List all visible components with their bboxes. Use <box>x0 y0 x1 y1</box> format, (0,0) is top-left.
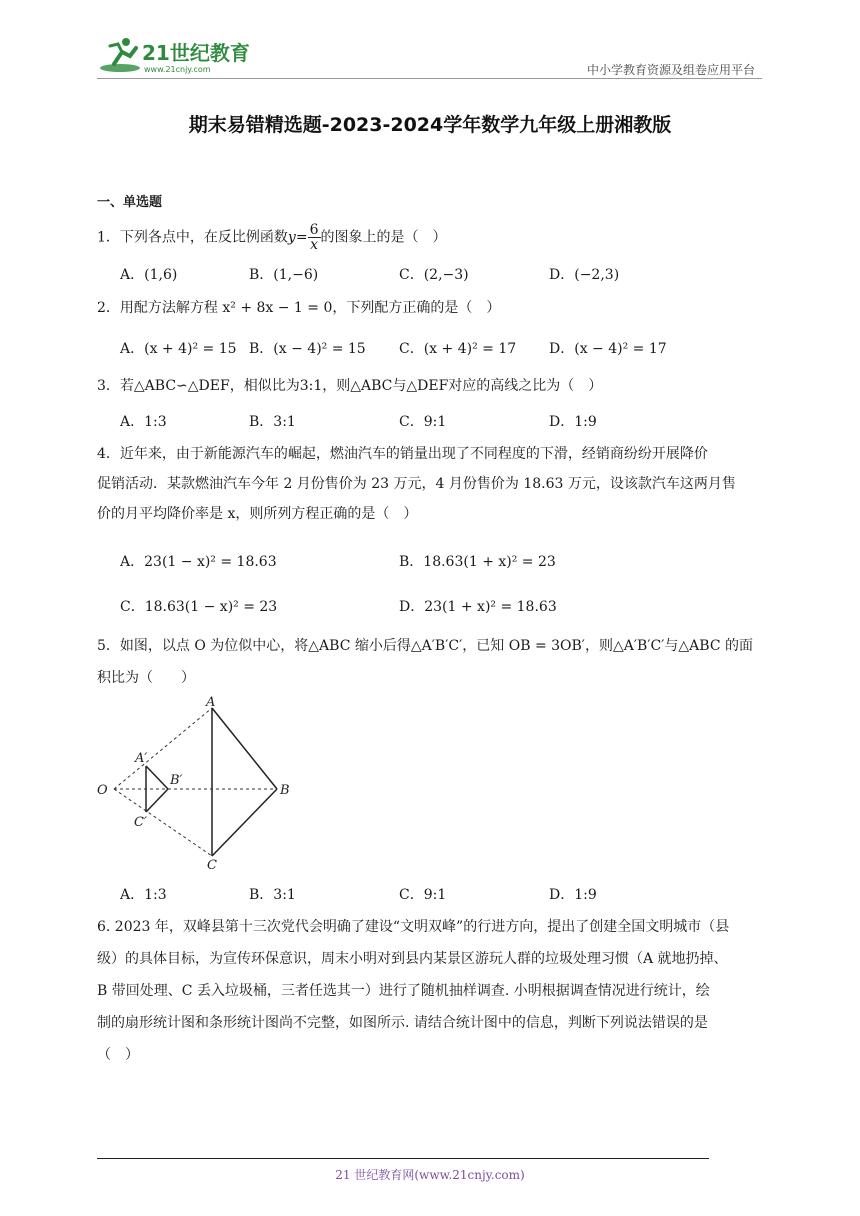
svg-text:B: B <box>280 783 290 798</box>
svg-text:A: A <box>206 695 216 710</box>
homothety-figure <box>92 692 302 872</box>
q3-option-b[interactable]: B．3:1 <box>249 414 296 430</box>
site-logo <box>96 34 256 78</box>
q5-option-c[interactable]: C．9:1 <box>399 887 447 903</box>
svg-text:21世纪教育: 21世纪教育 <box>142 41 250 65</box>
q1-option-d[interactable]: D．(−2,3) <box>549 267 620 283</box>
q3-option-c[interactable]: C．9:1 <box>399 414 447 430</box>
q2-option-b[interactable]: B．(x − 4)² = 15 <box>249 341 366 357</box>
footer-divider <box>97 1158 709 1159</box>
svg-text:A′: A′ <box>135 751 148 766</box>
q4-option-d[interactable]: D．23(1 + x)² = 18.63 <box>399 599 557 615</box>
svg-text:B′: B′ <box>170 773 183 788</box>
q1-option-a[interactable]: A．(1,6) <box>120 267 178 283</box>
svg-text:C: C <box>207 858 217 872</box>
q2-option-c[interactable]: C．(x + 4)² = 17 <box>399 341 517 357</box>
question-2-stem: 2．用配方法解方程 x² + 8x − 1 = 0，下列配方正确的是（ ） <box>97 300 501 316</box>
q4-option-a[interactable]: A．23(1 − x)² = 18.63 <box>120 554 277 570</box>
question-3-stem: 3．若△ABC∽△DEF，相似比为3:1，则△ABC与△DEF对应的高线之比为（ ） <box>97 378 603 394</box>
question-6-stem: 6. 2023 年，双峰县第十三次党代会明确了建设“文明双峰”的行进方向，提出了创建全国文明城市（县 级）的具体目标，为宣传环保意识，周末小明对到县内某景区游玩人群的垃圾处理习惯（A 就地扔掉、 B 带回处理、C 丢入垃圾桶，三者任选其一）进行了随机抽样调查. 小明根据调查情况进行统计，绘 制的扇形统计图和条形统计图尚不完整，如图所示. 请结合统计图中的信息，判断下列说法错误的是 （ ） <box>97 919 730 1063</box>
q5-option-a[interactable]: A．1:3 <box>120 887 167 903</box>
footer-link[interactable]: 21 世纪教育网(www.21cnjy.com) <box>335 1168 525 1182</box>
q1-option-b[interactable]: B．(1,−6) <box>249 267 319 283</box>
q4-option-c[interactable]: C．18.63(1 − x)² = 23 <box>120 599 278 615</box>
question-4-stem: 4．近年来，由于新能源汽车的崛起，燃油汽车的销量出现了不同程度的下滑，经销商纷纷开展降价 促销活动．某款燃油汽车今年 2 月份售价为 23 万元，4 月份售价为 18.63 万元，设该款汽车这两月售 价的月平均降价率是 x，则所列方程正确的是（ ） <box>97 446 736 522</box>
q3-option-d[interactable]: D．1:9 <box>549 414 597 430</box>
q2-option-a[interactable]: A．(x + 4)² = 15 <box>120 341 237 357</box>
page-title: 期末易错精选题-2023-2024学年数学九年级上册湘教版 <box>188 114 672 136</box>
q3-option-a[interactable]: A．1:3 <box>120 414 167 430</box>
q5-option-b[interactable]: B．3:1 <box>249 887 296 903</box>
q2-option-d[interactable]: D．(x − 4)² = 17 <box>549 341 667 357</box>
svg-text:www.21cnjy.com: www.21cnjy.com <box>144 65 211 74</box>
svg-text:C′: C′ <box>134 815 147 830</box>
q4-option-b[interactable]: B．18.63(1 + x)² = 23 <box>399 554 556 570</box>
platform-name: 中小学教育资源及组卷应用平台 <box>586 63 755 77</box>
question-1-stem: 1．下列各点中，在反比例函数y= $\frac{6}{x}$ 的图象上的是（ ） <box>97 222 447 253</box>
q1-option-c[interactable]: C．(2,−3) <box>399 267 469 283</box>
q5-option-d[interactable]: D．1:9 <box>549 887 597 903</box>
question-5-stem: 5．如图，以点 O 为位似中心，将△ABC 缩小后得△A′B′C′，已知 OB = 3OB′，则△A′B′C′与△ABC 的面 积比为（ ） <box>97 638 753 686</box>
svg-text:O: O <box>97 783 108 798</box>
section-heading: 一、单选题 <box>97 195 163 210</box>
header-divider <box>97 78 762 79</box>
